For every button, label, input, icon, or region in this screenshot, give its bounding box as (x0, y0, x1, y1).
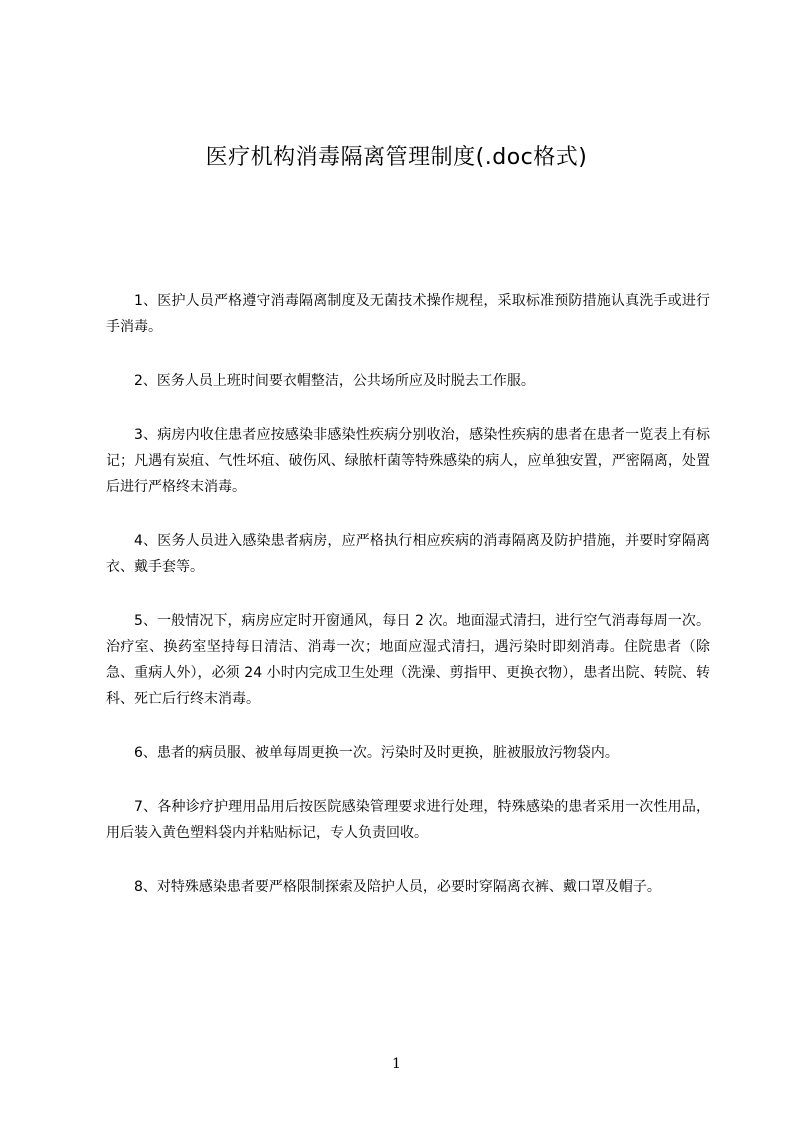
document-body (106, 288, 710, 928)
page-number: 1 (392, 1056, 401, 1072)
paragraph-3: 3、病房内收住患者应按感染非感染性疾病分别收治，感染性疾病的患者在患者一览表上有标记；凡遇有炭疽、气性坏疽、破伤风、绿脓杆菌等特殊感染的病人，应单独安置，严密隔离，处置后进行严格终末消毒。 (106, 427, 710, 495)
paragraph-6: 6、患者的病员服、被单每周更换一次。污染时及时更换，脏被服放污物袋内。 (134, 745, 619, 761)
paragraph-8: 8、对特殊感染患者要严格限制探索及陪护人员，必要时穿隔离衣裤、戴口罩及帽子。 (134, 879, 661, 895)
paragraph-2: 2、医务人员上班时间要衣帽整洁，公共场所应及时脱去工作服。 (134, 373, 535, 389)
paragraph-5: 5、一般情况下，病房应定时开窗通风，每日 2 次。地面湿式清扫，进行空气消毒每周一次。治疗室、换药室坚持每日清洁、消毒一次；地面应湿式清扫，遇污染时即刻消毒。住院患者（除急、重病人外），必须 24 小时内完成卫生处理（洗澡、剪指甲、更换衣物），患者出院、转院、转科、死亡后行终末消毒。 (106, 613, 710, 707)
paragraph-7: 7、各种诊疗护理用品用后按医院感染管理要求进行处理，特殊感染的患者采用一次性用品，用后装入黄色塑料袋内并粘贴标记，专人负责回收。 (106, 799, 710, 841)
document-title: 医疗机构消毒隔离管理制度(.doc格式) (205, 145, 588, 170)
paragraph-1: 1、医护人员严格遵守消毒隔离制度及无菌技术操作规程，采取标准预防措施认真洗手或进行手消毒。 (106, 293, 710, 335)
paragraph-4: 4、医务人员进入感染患者病房，应严格执行相应疾病的消毒隔离及防护措施，并要时穿隔离衣、戴手套等。 (106, 533, 710, 575)
